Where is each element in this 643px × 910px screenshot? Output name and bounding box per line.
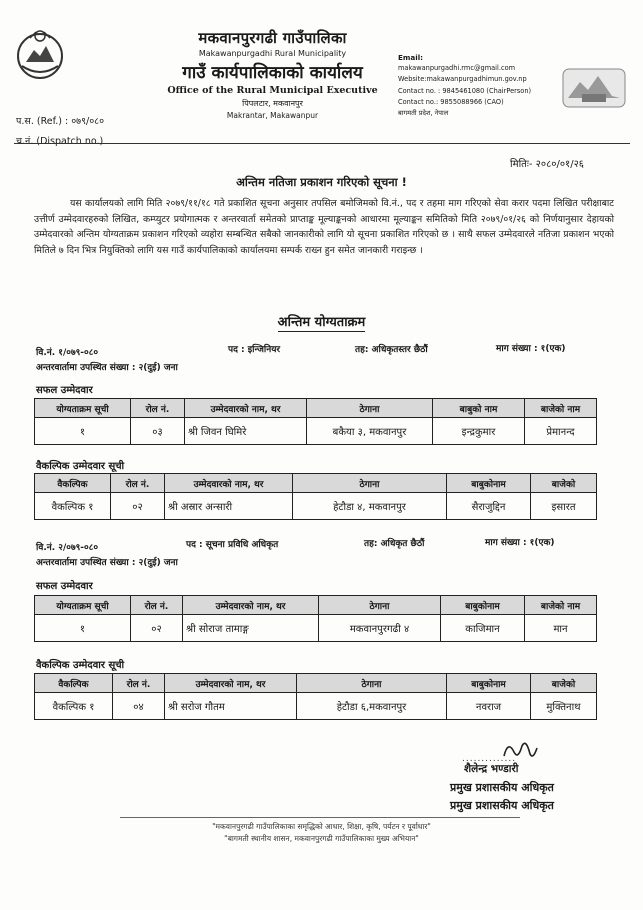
position-2-demand: माग संख्या : १(एक) — [485, 538, 555, 548]
signatory-post-stamp: प्रमुख प्रशासकीय अधिकृत — [450, 799, 554, 812]
candidate-name: श्री सोराज तामाङ्ग — [183, 615, 319, 642]
table-header-row — [35, 474, 597, 493]
ref-number: प.स. (Ref.) : ०७९/०८० — [16, 116, 105, 127]
header-cell: ठेगाना — [319, 596, 441, 615]
table-header-row — [35, 399, 597, 418]
footer-slogan-1: "मकवानपुरगढी गाउँपालिकाका समृद्धिको आधार, शिक्षा, कृषि, पर्यटन र पूर्वाधार" — [212, 822, 431, 831]
roll-number: ०२ — [131, 615, 183, 642]
header-cell: ठेगाना — [297, 674, 447, 693]
alternate-rank: वैकल्पिक १ — [35, 493, 111, 520]
position-1-success-label: सफल उम्मेदवार — [36, 385, 93, 396]
header-cell: बाजेको नाम — [525, 596, 597, 615]
footer-divider — [120, 817, 520, 818]
candidate-address: हेटौडा ६,मकवानपुर — [297, 693, 447, 720]
header-cell: बाजेको नाम — [525, 399, 597, 418]
header-cell: रोल नं. — [111, 474, 165, 493]
position-2-post: पद : सूचना प्रविधि अधिकृत — [186, 540, 279, 550]
municipality-logo-icon — [562, 68, 626, 108]
header-cell: उम्मेदवारको नाम, थर — [165, 674, 297, 693]
grandfather-name: इसारत — [531, 493, 597, 520]
father-name: नवराज — [447, 693, 531, 720]
merit-rank: १ — [35, 615, 131, 642]
position-1-demand: माग संख्या : १(एक) — [496, 344, 566, 354]
table-header-row — [35, 674, 597, 693]
position-1-alt-label: वैकल्पिक उम्मेदवार सूची — [36, 461, 125, 472]
merit-rank: १ — [35, 418, 131, 445]
header-cell: बाजेको — [531, 474, 597, 493]
header-cell: योग्यताक्रम सूची — [35, 596, 131, 615]
position-2-level: तह: अधिकृत छैठौं — [364, 539, 425, 549]
father-name: काजिमान — [441, 615, 525, 642]
email-address: makawanpurgadhi.rmc@gmail.com — [398, 64, 516, 73]
grandfather-name: मान — [525, 615, 597, 642]
address-en: Makrantar, Makawanpur — [226, 111, 319, 120]
father-name: इन्द्रकुमार — [433, 418, 525, 445]
signature-line: .............. — [462, 754, 517, 764]
grandfather-name: मुक्तिनाथ — [531, 693, 597, 720]
position-2-interviewed: अन्तरवार्तामा उपस्थित संख्या : २(दुई) जना — [36, 558, 178, 568]
office-name-en: Office of the Rural Municipal Executive — [167, 85, 378, 96]
header-cell: रोल नं. — [131, 399, 185, 418]
position-2-alt-label: वैकल्पिक उम्मेदवार सूची — [36, 660, 125, 671]
position-1-level: तह: अधिकृतस्तर छैठौं — [355, 345, 428, 355]
position-2-alt-table — [34, 673, 597, 720]
roll-number: ०२ — [111, 493, 165, 520]
municipality-name-en: Makawanpurgadhi Rural Municipality — [198, 49, 347, 58]
notice-date: मितिः- २०८०/०१/२६ — [510, 159, 585, 170]
header-cell: बाजेको — [531, 674, 597, 693]
table-row — [35, 693, 597, 720]
table-header-row — [35, 596, 597, 615]
header-cell: बाबुकोनाम — [447, 474, 531, 493]
header-cell: वैकल्पिक — [35, 674, 113, 693]
header-cell: ठेगाना — [307, 399, 433, 418]
header-cell: वैकल्पिक — [35, 474, 111, 493]
contact-cao: Contact no.: 9855088966 (CAO) — [398, 97, 504, 106]
signatory-post: प्रमुख प्रशासकीय अधिकृत — [450, 781, 554, 794]
dispatch-number: च.नं. (Dispatch no.) — [16, 136, 104, 147]
header-cell: बाबुकोनाम — [447, 674, 531, 693]
candidate-name: श्री जिवन घिमिरे — [185, 418, 307, 445]
position-2-adv-no: वि.नं. २/०७९-०८० — [36, 543, 99, 553]
notice-body: यस कार्यालयको लागि मिति २०७९/११/१८ गते प्रकाशित सूचना अनुसार तपसिल बमोजिमको वि.नं., पद र तहमा माग गरिएको सेवा करार पदमा लिखित परीक्षाबाट उत्तीर्ण उम्मेदवारहरुको लिखित, कम्प्युटर प्रयोगात्मक र अन्तरवार्ता समेतको प्राप्ताङ्क मूल्याङ्कनको आधारमा मूल्याङ्कन समितिको मिति २०७९/०१/२६ को निर्णयानुसार देहायको उम्मेदवारको अन्तिम योग्यताक्रम प्रकाशन गरिएको व्यहोरा सम्बन्धित सबैको जानकारीको लागि यो सूचना प्रकाशित गरिएको छ । साथै सफल उम्मेदवारले नतिजा प्रकाशन भएको मितिले ७ दिन भित्र नियुक्तिको लागि यस गाउँ कार्यपालिकाको कार्यालयमा सम्पर्क राख्न हुन समेत जानकारी गराइन्छ । — [34, 198, 614, 256]
position-1-adv-no: वि.नं. १/०७९-०८० — [36, 348, 99, 358]
alternate-rank: वैकल्पिक १ — [35, 693, 113, 720]
office-name-np: गाउँ कार्यपालिकाको कार्यालय — [182, 63, 363, 83]
website: Website:makawanpurgadhimun.gov.np — [398, 75, 527, 84]
table-row — [35, 418, 597, 445]
position-2-success-table — [34, 595, 597, 642]
header-cell: उम्मेदवारको नाम, थर — [185, 399, 307, 418]
contact-block — [398, 52, 558, 119]
position-1-post: पद : इन्जिनियर — [228, 345, 281, 355]
header-cell: रोल नं. — [113, 674, 165, 693]
table-row — [35, 493, 597, 520]
header-cell: रोल नं. — [131, 596, 183, 615]
position-1-success-table — [34, 398, 597, 445]
header-cell: ठेगाना — [293, 474, 447, 493]
footer-slogan-2: "बागमती स्थानीय शासन, मकवानपुरगढी गाउँपालिकाका मुख्य अभियान" — [224, 834, 419, 843]
section-title-text: अन्तिम योग्यताक्रम — [277, 315, 366, 330]
candidate-address: बकैया ३, मकवानपुर — [307, 418, 433, 445]
roll-number: ०४ — [113, 693, 165, 720]
roll-number: ०३ — [131, 418, 185, 445]
position-2-success-label: सफल उम्मेदवार — [36, 581, 93, 592]
reference-block — [16, 112, 104, 152]
candidate-address: मकवानपुरगढी ४ — [319, 615, 441, 642]
province: बागमती प्रदेश, नेपाल — [398, 109, 449, 118]
email-label: Email: — [398, 53, 424, 62]
header-cell: योग्यताक्रम सूची — [35, 399, 131, 418]
position-1-interviewed: अन्तरवार्तामा उपस्थित संख्या : २(दुई) जना — [36, 363, 178, 373]
header-divider — [14, 143, 630, 144]
grandfather-name: प्रेमानन्द — [525, 418, 597, 445]
header-cell: बाबुको नाम — [433, 399, 525, 418]
address-np: पिपलटार, मकवानपुर — [242, 99, 303, 108]
notice-title: अन्तिम नतिजा प्रकाशन गरिएको सूचना ! — [236, 175, 407, 189]
candidate-name: श्री अस्रार अन्सारी — [165, 493, 293, 520]
signatory-name: शैलेन्द्र भण्डारी — [464, 763, 519, 775]
candidate-address: हेटौडा ४, मकवानपुर — [293, 493, 447, 520]
header-cell: उम्मेदवारको नाम, थर — [183, 596, 319, 615]
candidate-name: श्री सरोज गौतम — [165, 693, 297, 720]
position-1-alt-table — [34, 473, 597, 520]
nepal-emblem-icon — [12, 26, 68, 82]
header-cell: उम्मेदवारको नाम, थर — [165, 474, 293, 493]
table-row — [35, 615, 597, 642]
header-cell: बाबुकोनाम — [441, 596, 525, 615]
municipality-name-np: मकवानपुरगढी गाउँपालिका — [198, 29, 347, 47]
contact-chairperson: Contact no. : 9845461080 (ChairPerson) — [398, 86, 532, 95]
letterhead — [150, 28, 395, 120]
father-name: सैराजुद्दिन — [447, 493, 531, 520]
section-title — [0, 312, 643, 330]
